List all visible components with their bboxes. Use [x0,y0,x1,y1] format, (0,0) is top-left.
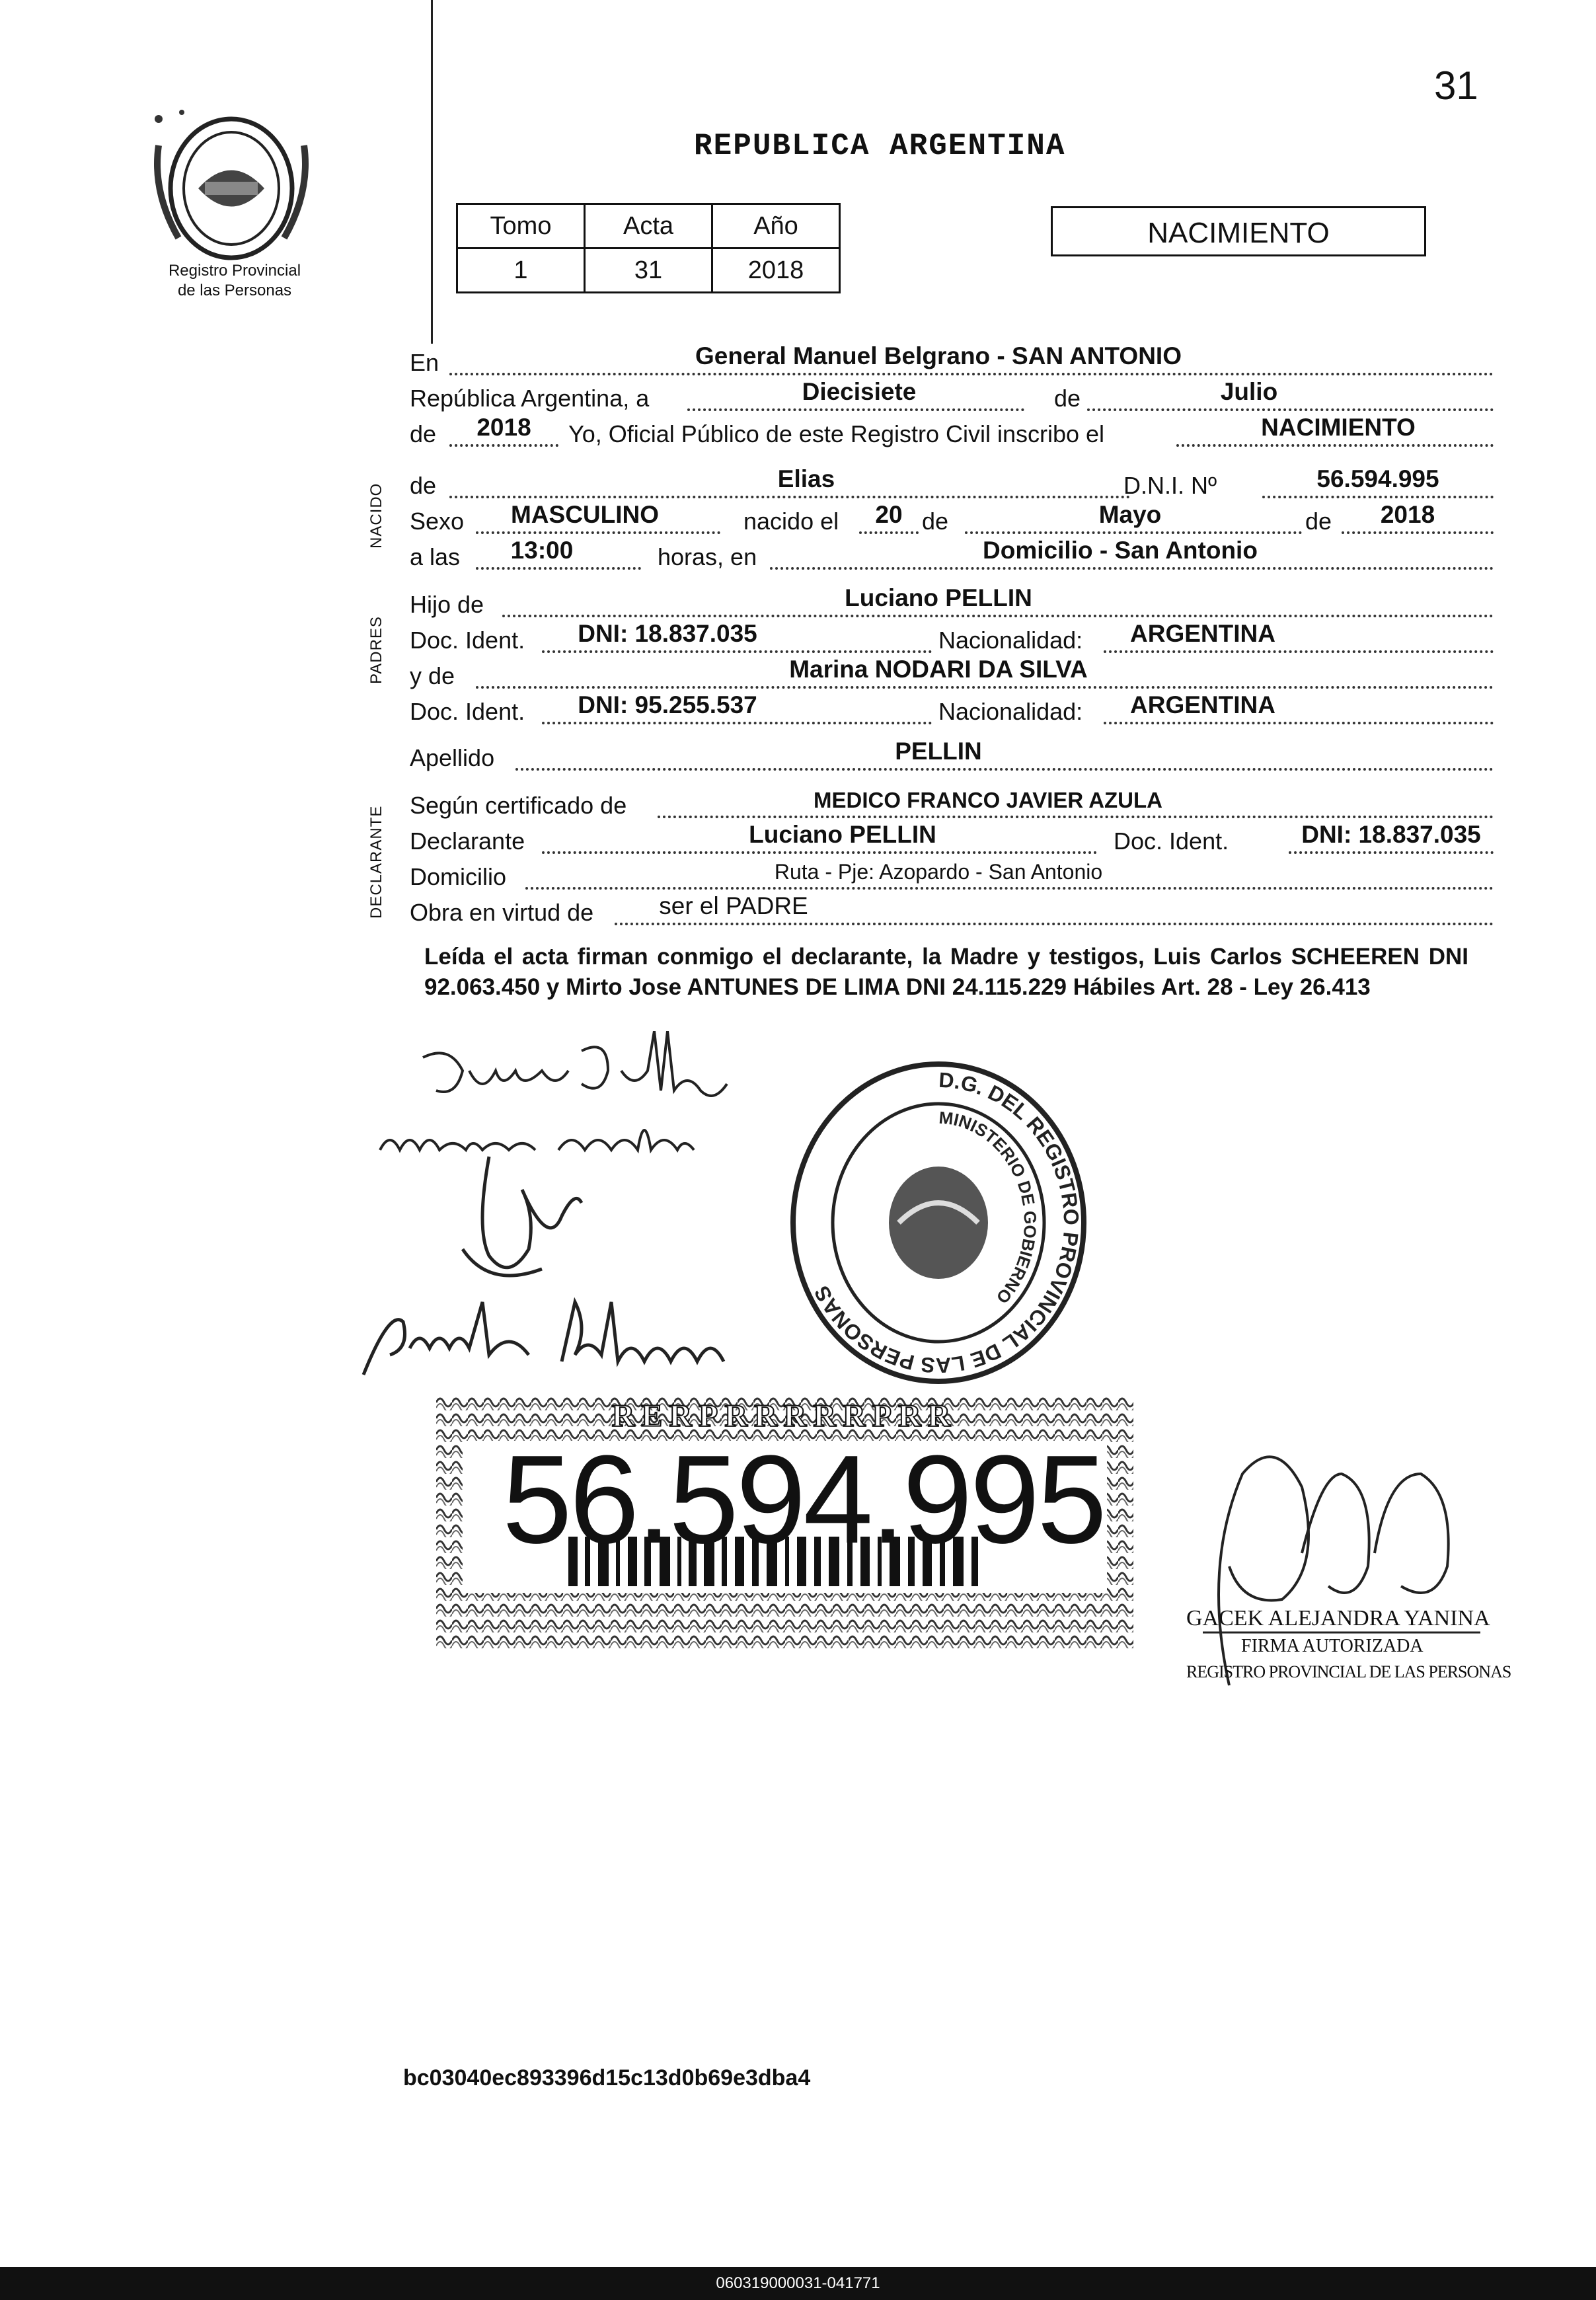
dots-padre [502,615,1494,617]
dots-birth-day [859,531,919,534]
value-nombre: Elias [777,465,835,492]
official-seal [783,1057,1094,1388]
official-role: FIRMA AUTORIZADA [1241,1636,1424,1656]
value-birth-year: 2018 [1380,501,1435,528]
value-month: Julio [1220,378,1278,405]
value-madre-nac: ARGENTINA [1130,691,1275,718]
dots-madre-nac [1104,722,1494,724]
label-dni: D.N.I. Nº [1123,472,1217,499]
acta-header-anio: Año [712,204,840,249]
row-en [410,344,1494,379]
label-apellido: Apellido [410,744,495,771]
row-hora [410,538,1494,574]
value-inscribo: NACIMIENTO [1261,414,1416,441]
certificate-type-box: NACIMIENTO [1051,206,1426,256]
acta-value-anio: 2018 [712,249,840,293]
label-a-las: a las [410,543,461,570]
seal-outer-text: D.G. DEL REGISTRO PROVINCIAL DE LAS PERSONAS [809,1067,1084,1378]
document-hash: bc03040ec893396d15c13d0b69e3dba4 [403,2065,811,2090]
value-year: 2018 [476,414,531,441]
label-madre-doc: Doc. Ident. [410,698,525,725]
label-de-month: de [1054,385,1081,412]
row-obra [410,894,1494,929]
row-sexo [410,502,1494,538]
dots-lugar [770,567,1494,570]
value-declarante-doc: DNI: 18.837.035 [1301,821,1481,848]
row-fecha [410,379,1494,415]
registry-label [132,261,337,301]
label-hijo-de: Hijo de [410,591,484,618]
value-padre: Luciano PELLIN [845,584,1032,611]
dni-band-pattern-text: RERPRRRRRPRR [611,1399,958,1434]
acta-header-tomo: Tomo [457,204,585,249]
label-y-de: y de [410,662,455,689]
dots-birth-month [965,531,1302,534]
acta-table-value-row [457,249,840,293]
row-nombre [410,467,1494,502]
acta-header-acta: Acta [585,204,712,249]
signature-luciana-pellin [410,1031,753,1110]
section-label-declarante: DECLARANTE [367,805,385,919]
dots-en [449,373,1494,375]
dots-declarante [542,851,1097,854]
dots-domicilio [525,887,1494,890]
value-lugar: Domicilio - San Antonio [983,537,1258,564]
row-domicilio [410,858,1494,894]
label-padre-doc: Doc. Ident. [410,627,525,654]
dots-apellido [515,768,1494,771]
row-padre-doc [410,621,1494,657]
acta-table-header-row [457,204,840,249]
value-obra: ser el PADRE [659,892,808,919]
dots-madre [476,686,1494,689]
label-declarante-doc: Doc. Ident. [1114,827,1229,855]
registry-label-line1: Registro Provincial [168,262,301,280]
value-sexo: MASCULINO [510,501,660,528]
dots-nombre [449,496,1130,498]
value-declarante: Luciano PELLIN [749,821,936,848]
dots-sexo [476,531,720,534]
row-segun [410,786,1494,822]
label-obra: Obra en virtud de [410,899,594,926]
label-de-year: de [410,420,437,447]
footer-code: 060319000031-041771 [0,2267,1596,2300]
label-segun: Según certificado de [410,792,627,819]
row-y-de [410,657,1494,693]
dots-declarante-doc [1289,851,1494,854]
label-de-birth-month: de [922,508,949,535]
label-republica: República Argentina, a [410,385,650,412]
signature-antunes [350,1295,800,1388]
dots-padre-nac [1104,650,1494,653]
value-birth-month: Mayo [1098,501,1162,528]
dots-month [1087,408,1494,411]
signature-official [449,1150,608,1309]
label-domicilio: Domicilio [410,863,507,890]
dots-madre-doc [542,722,932,724]
page-number: 31 [1434,63,1478,108]
official-office: REGISTRO PROVINCIAL DE LAS PERSONAS [1186,1662,1511,1681]
row-year [410,415,1494,451]
closing-paragraph: Leída el acta firman conmigo el declarante, la Madre y testigos, Luis Carlos SCHEEREN DNI 92.063.450 y Mirto Jose ANTUNES DE LIMA DNI 24.115.229 Hábiles Art. 28 - Ley 26.413 [424,944,1468,1000]
document-title: REPUBLICA ARGENTINA [694,129,1066,163]
seal-inner-text: MINISTERIO DE GOBIERNO [938,1107,1041,1308]
dots-certificado [658,816,1494,818]
row-hijo-de [410,586,1494,621]
dots-dni [1262,496,1494,498]
label-de-nombre: de [410,472,437,499]
dots-birth-year [1342,531,1494,534]
dots-hora [476,567,641,570]
left-rule [431,0,433,344]
acta-table [456,203,841,293]
acta-value-tomo: 1 [457,249,585,293]
value-madre-doc: DNI: 95.255.537 [578,691,757,718]
dots-inscribo [1176,444,1494,447]
label-nacido-el: nacido el [743,508,839,535]
label-en: En [410,349,439,376]
value-padre-doc: DNI: 18.837.035 [578,620,757,647]
value-birth-day: 20 [875,501,903,528]
dots-day [687,408,1024,411]
label-yo: Yo, Oficial Público de este Registro Civil inscribo el [568,420,1105,447]
row-apellido [410,739,1494,775]
label-madre-nac: Nacionalidad: [938,698,1083,725]
value-dni: 56.594.995 [1316,465,1439,492]
label-padre-nac: Nacionalidad: [938,627,1083,654]
section-label-nacido: NACIDO [367,482,385,549]
label-horas-en: horas, en [658,543,757,570]
value-en: General Manuel Belgrano - SAN ANTONIO [695,342,1182,369]
value-hora: 13:00 [510,537,574,564]
row-declarante [410,822,1494,858]
label-declarante: Declarante [410,827,525,855]
label-sexo: Sexo [410,508,465,535]
dots-padre-doc [542,650,932,653]
value-day: Diecisiete [802,378,917,405]
acta-value-acta: 31 [585,249,712,293]
label-de-birth-year: de [1305,508,1332,535]
value-certificado: MEDICO FRANCO JAVIER AZULA [814,788,1162,812]
value-apellido: PELLIN [895,738,982,765]
value-domicilio: Ruta - Pje: Azopardo - San Antonio [774,860,1103,884]
official-name: GACEK ALEJANDRA YANINA [1186,1606,1490,1630]
dni-big-number: 56.594.995 [502,1430,1104,1570]
row-madre-doc [410,693,1494,728]
value-madre: Marina NODARI DA SILVA [789,656,1088,683]
dots-year [449,444,558,447]
value-padre-nac: ARGENTINA [1130,620,1275,647]
section-label-padres: PADRES [367,616,385,684]
dots-obra [615,923,1494,925]
registry-label-line2: de las Personas [177,282,292,299]
